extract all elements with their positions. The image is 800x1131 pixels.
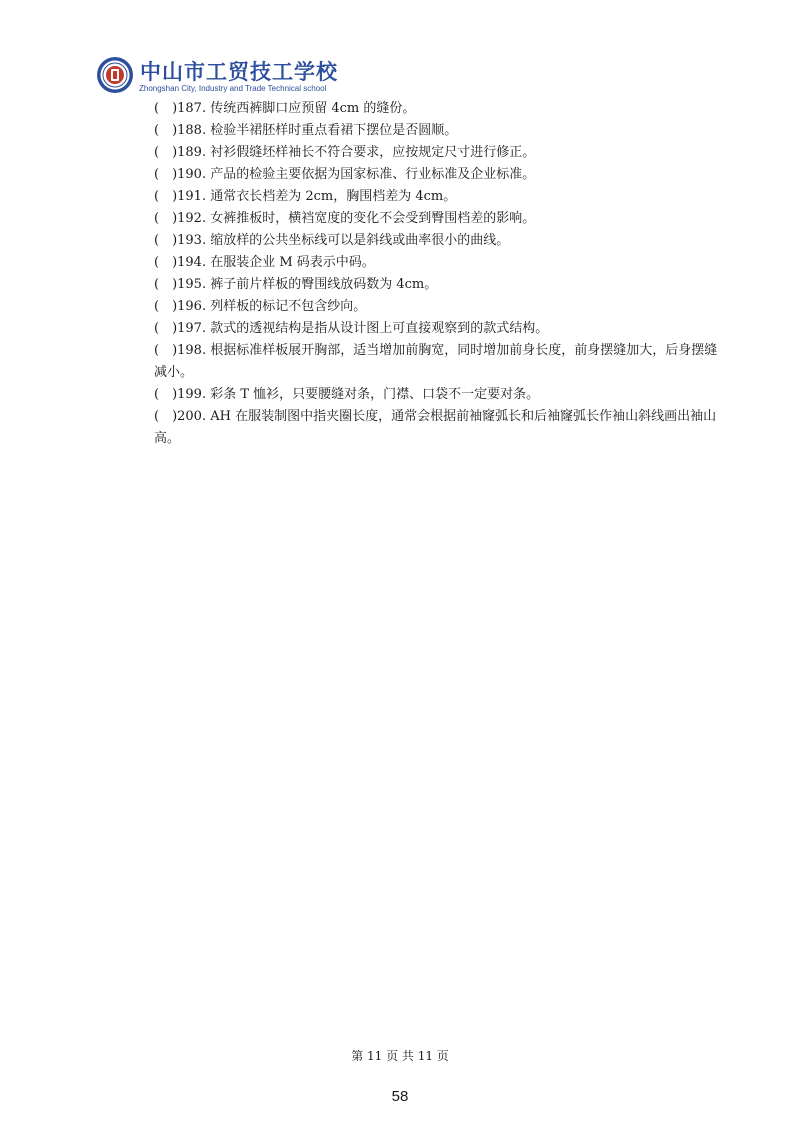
page-number: 58 [391,1088,409,1105]
school-name-cn: 中山市工贸技工学校 [140,60,338,84]
school-emblem-icon [96,56,134,94]
question-197: ( )197. 款式的透视结构是指从设计图上可直接观察到的款式结构。 [154,321,549,336]
question-list [154,98,720,450]
document-header [96,56,436,96]
question-194: ( )194. 在服装企业 M 码表示中码。 [154,255,375,270]
question-195: ( )195. 裤子前片样板的臀围线放码数为 4cm。 [154,277,438,292]
question-198: ( )198. 根据标准样板展开胸部，适当增加前胸宽，同时增加前身长度，前身摆缝加大，后身摆缝减小。 [154,343,718,380]
question-190: ( )190. 产品的检验主要依据为国家标准、行业标准及企业标准。 [154,167,536,182]
question-187: ( )187. 传统西裤脚口应预留 4cm 的缝份。 [154,101,416,116]
question-199: ( )199. 彩条 T 恤衫，只要腰缝对条，门襟、口袋不一定要对条。 [154,387,540,402]
question-191: ( )191. 通常衣长档差为 2cm，胸围档差为 4cm。 [154,189,457,204]
question-200: ( )200. AH 在服装制图中指夹圈长度，通常会根据前袖窿弧长和后袖窿弧长作袖山斜线画出袖山高。 [154,409,717,446]
question-188: ( )188. 检验半裙胚样时重点看裙下摆位是否圆顺。 [154,123,458,138]
question-192: ( )192. 女裤推板时，横裆宽度的变化不会受到臀围档差的影响。 [154,211,536,226]
school-name-en: Zhongshan City, Industry and Trade Technical school [139,84,327,93]
question-196: ( )196. 列样板的标记不包含纱向。 [154,299,367,314]
page-label: 第 11 页 共 11 页 [351,1049,449,1063]
question-189: ( )189. 衬衫假缝坯样袖长不符合要求，应按规定尺寸进行修正。 [154,145,536,160]
question-193: ( )193. 缩放样的公共坐标线可以是斜线或曲率很小的曲线。 [154,233,510,248]
